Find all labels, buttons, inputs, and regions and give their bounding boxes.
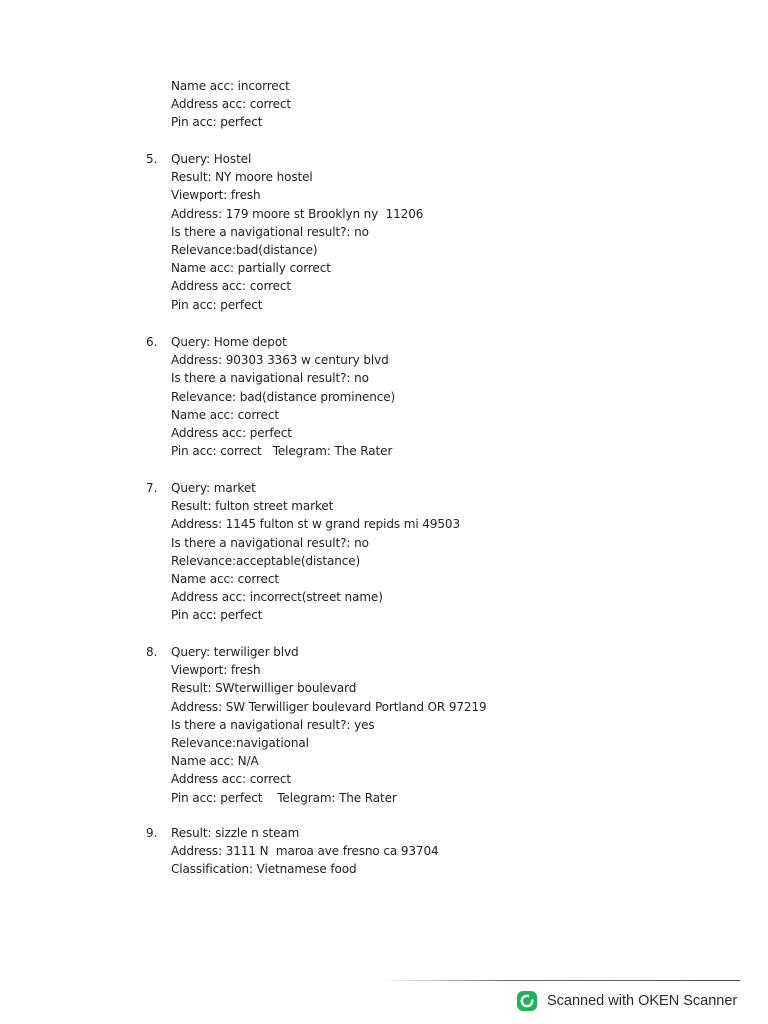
entry-line: Name acc: incorrect xyxy=(171,79,290,93)
entry-number: 9. xyxy=(146,826,158,840)
scanner-watermark xyxy=(517,990,737,1012)
entry-number: 6. xyxy=(146,335,158,349)
oken-scanner-logo-icon xyxy=(517,991,537,1011)
entry-number: 8. xyxy=(146,645,158,659)
entry-line: Address acc: perfect xyxy=(171,425,292,440)
entry-4-continuation xyxy=(171,77,291,132)
entry-line: Is there a navigational result?: yes xyxy=(171,717,375,732)
entry-line: Name acc: correct xyxy=(171,407,279,422)
footer-divider xyxy=(380,980,740,981)
entry-line: Address acc: correct xyxy=(171,97,292,112)
entry-line: Address: 179 moore st Brooklyn ny 11206 xyxy=(171,206,424,221)
entry-line: Address: SW Terwilliger boulevard Portland OR 97219 xyxy=(171,699,487,714)
entry-line: Pin acc: perfect xyxy=(171,608,263,623)
entry-line: Name acc: correct xyxy=(171,571,279,586)
entry-line: Query: Hostel xyxy=(171,152,252,166)
entry-line: Address acc: incorrect(street name) xyxy=(171,590,383,605)
entry-line: Pin acc: perfect Telegram: The Rater xyxy=(171,790,397,805)
entry-line: Name acc: N/A xyxy=(171,754,259,769)
entry-line: Address acc: correct xyxy=(171,279,292,294)
entry-line: Query: market xyxy=(171,481,256,495)
entry-line: Viewport: fresh xyxy=(171,188,261,203)
entry-line: Relevance:acceptable(distance) xyxy=(171,553,361,568)
entry-line: Is there a navigational result?: no xyxy=(171,535,369,550)
entry-line: Relevance:navigational xyxy=(171,735,309,750)
scanner-watermark-text: Scanned with OKEN Scanner xyxy=(547,993,738,1009)
entry-line: Relevance: bad(distance prominence) xyxy=(171,389,396,404)
entry-number: 5. xyxy=(146,152,158,166)
entry-number: 7. xyxy=(146,481,158,495)
entry-line: Address: 3111 N maroa ave fresno ca 93704 xyxy=(171,844,439,859)
entry-line: Result: fulton street market xyxy=(171,499,334,514)
entry-line: Result: NY moore hostel xyxy=(171,170,313,185)
entry-line: Relevance:bad(distance) xyxy=(171,242,318,257)
entry-line: Address acc: correct xyxy=(171,772,292,787)
entry-line: Pin acc: perfect xyxy=(171,297,263,312)
entry-line: Query: Home depot xyxy=(171,335,287,349)
entry-line: Query: terwiliger blvd xyxy=(171,645,299,659)
entry-line: Pin acc: correct Telegram: The Rater xyxy=(171,444,393,459)
entry-line: Address: 1145 fulton st w grand repids mi 49503 xyxy=(171,517,460,532)
entry-line: Classification: Vietnamese food xyxy=(171,862,357,877)
entry-line: Name acc: partially correct xyxy=(171,261,331,276)
entry-line: Result: SWterwilliger boulevard xyxy=(171,681,357,696)
entry-line: Is there a navigational result?: no xyxy=(171,224,369,239)
entry-line: Is there a navigational result?: no xyxy=(171,371,369,386)
entry-line: Address: 90303 3363 w century blvd xyxy=(171,353,389,368)
entry-line: Viewport: fresh xyxy=(171,663,261,678)
entry-line: Pin acc: perfect xyxy=(171,115,263,130)
entry-line: Result: sizzle n steam xyxy=(171,826,300,840)
